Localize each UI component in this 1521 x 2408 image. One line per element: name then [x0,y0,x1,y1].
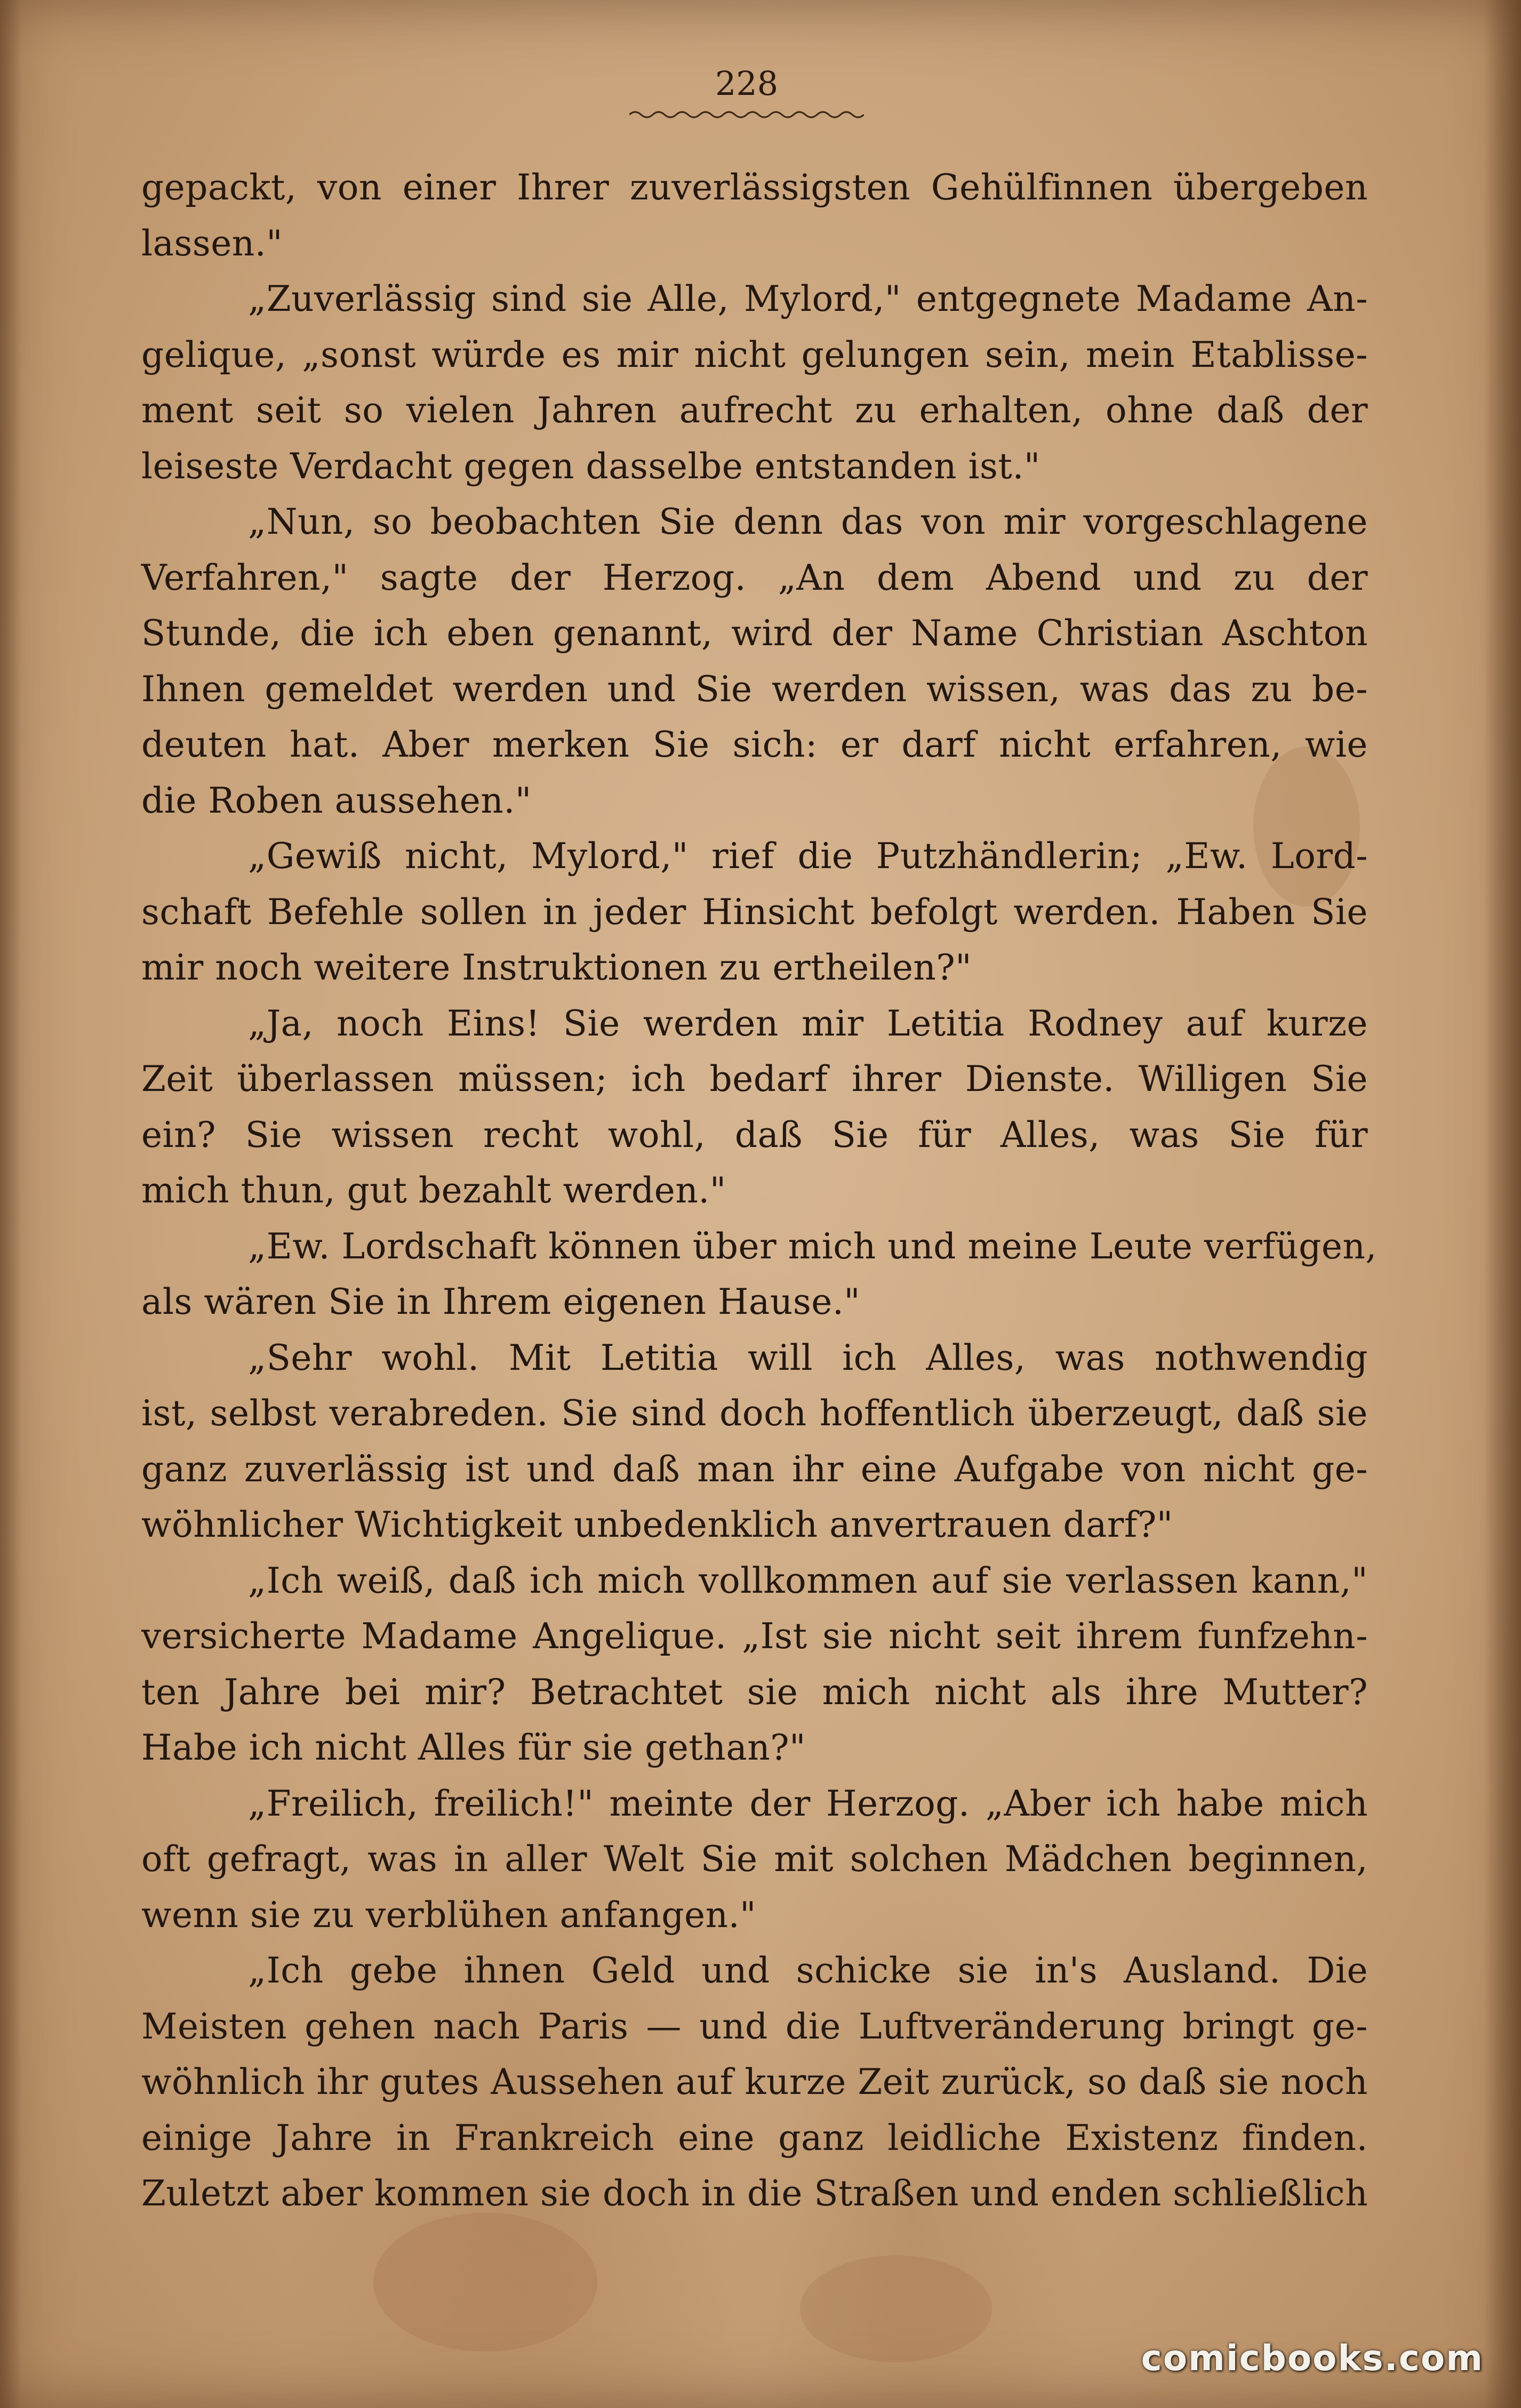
text-line: wenn sie zu verblühen anfangen." [141,1894,756,1936]
text-line: „Freilich, freilich!" meinte der Herzog. „Aber ich habe mich [248,1783,1368,1824]
text-line: oft gefragt, was in aller Welt Sie mit solchen Mädchen beginnen, [141,1839,1368,1880]
text-line: „Ew. Lordschaft können über mich und meine Leute verfügen, [248,1225,1377,1267]
text-line: Stunde, die ich eben genannt, wird der Name Christian Aschton [141,613,1368,654]
text-line: „Gewiß nicht, Mylord," rief die Putzhändlerin; „Ew. Lord- [248,836,1368,877]
text-line: schaft Befehle sollen in jeder Hinsicht befolgt werden. Haben Sie [141,891,1368,933]
text-line: die Roben aussehen." [141,780,532,821]
text-line: gelique, „sonst würde es mir nicht gelungen sein, mein Etablisse- [141,334,1368,375]
text-line: ganz zuverlässig ist und daß man ihr eine Aufgabe von nicht ge- [141,1448,1368,1490]
text-line: Ihnen gemeldet werden und Sie werden wissen, was das zu be- [141,668,1368,710]
text-line: Habe ich nicht Alles für sie gethan?" [141,1727,806,1768]
text-line: mich thun, gut bezahlt werden." [141,1170,726,1211]
text-line: einige Jahre in Frankreich eine ganz leidliche Existenz finden. [141,2117,1368,2158]
watermark: comicbooks.com [1141,2338,1484,2379]
text-line: ein? Sie wissen recht wohl, daß Sie für Alles, was Sie für [141,1114,1368,1155]
text-line: mir noch weitere Instruktionen zu ertheilen?" [141,947,972,988]
text-line: Zeit überlassen müssen; ich bedarf ihrer Dienste. Willigen Sie [141,1058,1368,1099]
body-text [141,160,1377,2222]
text-line: ten Jahre bei mir? Betrachtet sie mich nicht als ihre Mutter? [141,1671,1368,1713]
text-line: versicherte Madame Angelique. „Ist sie nicht seit ihrem funfzehn- [141,1616,1368,1657]
text-line: ment seit so vielen Jahren aufrecht zu erhalten, ohne daß der [141,390,1368,431]
page-number: 228 [715,64,779,103]
ornament-rule [629,107,864,123]
text-line: Verfahren," sagte der Herzog. „An dem Abend und zu der [141,557,1368,598]
page-right-shadow [1484,0,1521,2408]
text-line: „Nun, so beobachten Sie denn das von mir vorgeschlagene [248,501,1368,542]
text-line: lassen." [141,222,283,264]
text-line: als wären Sie in Ihrem eigenen Hause." [141,1281,861,1322]
text-line: leiseste Verdacht gegen dasselbe entstanden ist." [141,445,1040,487]
text-line: wöhnlicher Wichtigkeit unbedenklich anvertrauen darf?" [141,1504,1173,1545]
text-line: „Sehr wohl. Mit Letitia will ich Alles, was nothwendig [248,1337,1368,1378]
text-line: deuten hat. Aber merken Sie sich: er darf nicht erfahren, wie [141,724,1368,765]
text-line: „Ich weiß, daß ich mich vollkommen auf sie verlassen kann," [248,1560,1368,1601]
text-line: Zuletzt aber kommen sie doch in die Straßen und enden schließlich [141,2173,1368,2214]
text-line: ist, selbst verabreden. Sie sind doch hoffentlich überzeugt, daß sie [141,1393,1368,1434]
page-left-shadow [0,0,21,2408]
paper-stain [373,2213,597,2351]
text-line: „Ja, noch Eins! Sie werden mir Letitia Rodney auf kurze [248,1002,1368,1044]
text-line: „Zuverlässig sind sie Alle, Mylord," entgegnete Madame An- [248,278,1368,319]
paper-stain [800,2256,992,2362]
text-line: wöhnlich ihr gutes Aussehen auf kurze Zeit zurück, so daß sie noch [141,2061,1368,2102]
text-line: „Ich gebe ihnen Geld und schicke sie in's Ausland. Die [248,1950,1368,1991]
text-line: Meisten gehen nach Paris — und die Luftveränderung bringt ge- [141,2005,1368,2047]
text-line: gepackt, von einer Ihrer zuverlässigsten Gehülfinnen übergeben [141,167,1368,208]
